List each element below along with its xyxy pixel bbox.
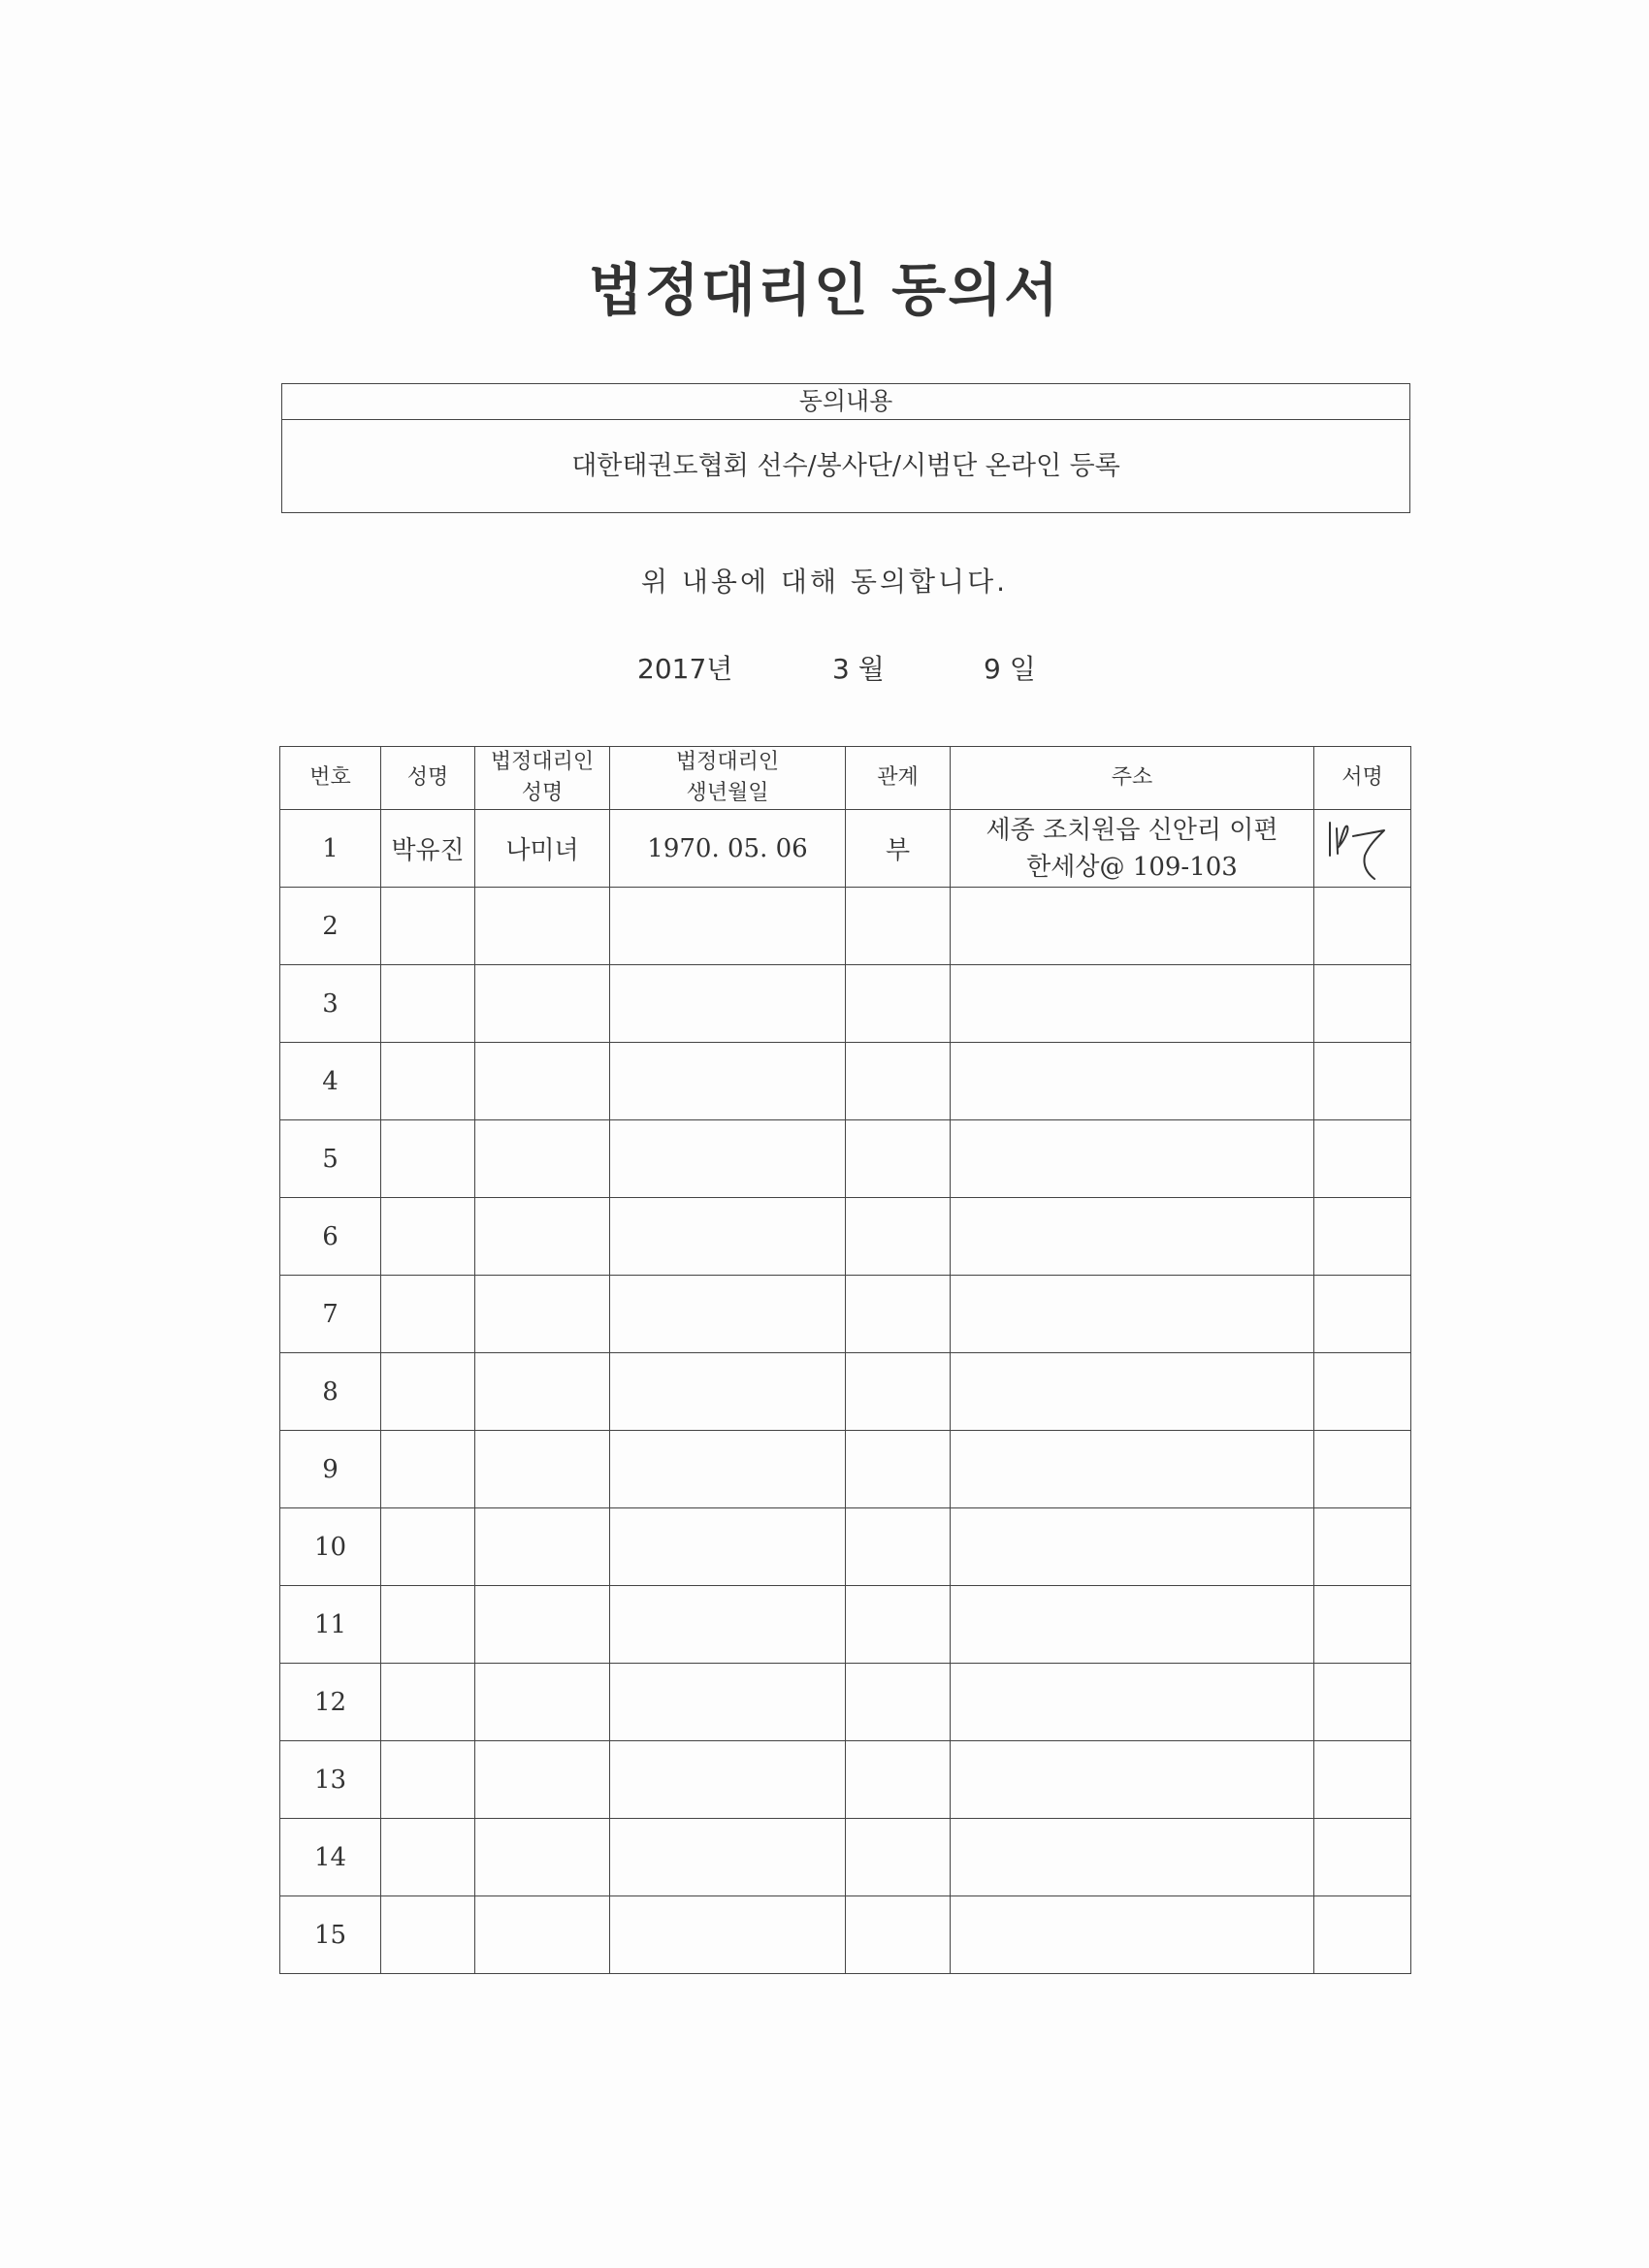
row-address-line2: 한세상@ 109-103 [1026,852,1238,882]
row-signature [1314,810,1411,888]
date-month: 3 월 [832,653,885,685]
row-number: 1 [280,810,381,888]
table-row [280,1276,1411,1353]
row-number: 5 [280,1120,381,1198]
consent-content: 대한태권도협회 선수/봉사단/시범단 온라인 등록 [571,451,1120,481]
header-number: 번호 [280,747,381,810]
date-year: 2017년 [637,653,733,685]
header-rep-name-line1: 법정대리인 [490,750,595,774]
row-number: 10 [280,1508,381,1586]
row-number: 14 [280,1819,381,1896]
row-number: 3 [280,965,381,1043]
date-day: 9 일 [984,653,1036,685]
row-number: 6 [280,1198,381,1276]
header-relation: 관계 [846,747,951,810]
row-address-line1: 세종 조치원읍 신안리 이편 [986,815,1278,845]
header-rep-name [475,747,610,810]
row-number: 12 [280,1664,381,1741]
row-number: 11 [280,1586,381,1664]
header-rep-birth [610,747,846,810]
row-number: 4 [280,1043,381,1120]
header-name: 성명 [381,747,475,810]
header-rep-birth-line1: 법정대리인 [675,750,780,774]
consent-header: 동의내용 [282,384,1409,420]
table-header-row [280,747,1411,810]
table-row [280,1120,1411,1198]
row-name: 박유진 [381,810,475,888]
row-number: 8 [280,1353,381,1431]
table-row [280,965,1411,1043]
header-rep-birth-line2: 생년월일 [686,781,769,805]
table-row [280,888,1411,965]
table-row [280,1741,1411,1819]
header-rep-name-line2: 성명 [521,781,564,805]
row-rep-birth: 1970. 05. 06 [610,810,846,888]
document-title: 법정대리인 동의서 [588,257,1061,323]
table-row [280,1664,1411,1741]
row-address [951,810,1314,888]
row-number: 9 [280,1431,381,1508]
header-address: 주소 [951,747,1314,810]
header-signature: 서명 [1314,747,1411,810]
table-row [280,1431,1411,1508]
agreement-statement: 위 내용에 대해 동의합니다. [640,566,1009,598]
row-relation: 부 [846,810,951,888]
table-row [280,810,1411,888]
row-rep-name: 나미녀 [475,810,610,888]
table-row [280,1353,1411,1431]
table-row [280,1586,1411,1664]
row-number: 7 [280,1276,381,1353]
table-row [280,1896,1411,1974]
registration-table [279,746,1411,1974]
consent-content-box [281,383,1410,513]
table-row [280,1508,1411,1586]
row-number: 2 [280,888,381,965]
handwritten-signature [1324,815,1402,883]
row-number: 15 [280,1896,381,1974]
table-row [280,1043,1411,1120]
table-row [280,1198,1411,1276]
table-row [280,1819,1411,1896]
row-number: 13 [280,1741,381,1819]
